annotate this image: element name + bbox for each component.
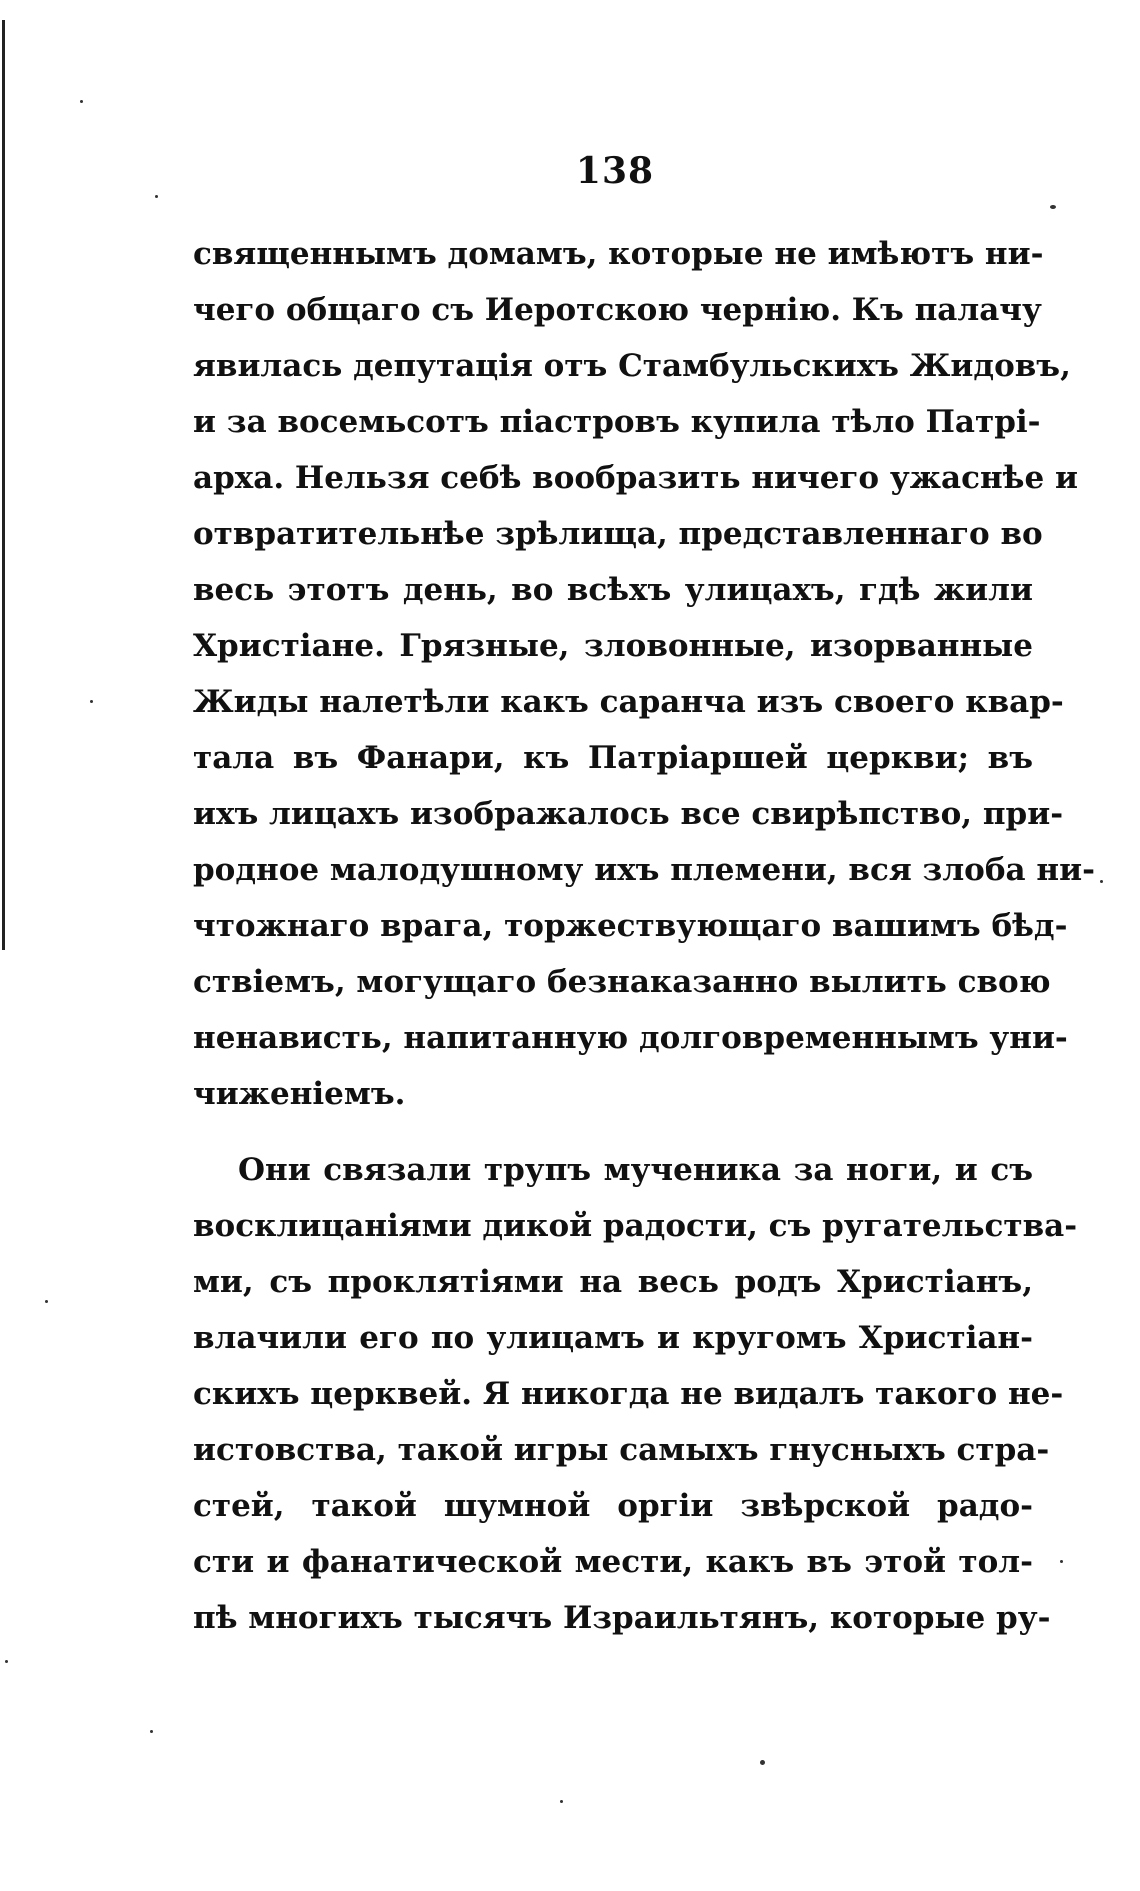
text-line: чтожнаго врага, торжествующаго вашимъ бѣд- [193,908,1068,944]
scan-speck [1050,205,1056,209]
text-line: родное малодушному ихъ племени, вся злоба ни- [193,852,1095,888]
page-number: 138 [575,150,655,192]
text-line: и за восемьсотъ піастровъ купила тѣло Патрі- [193,404,1041,440]
text-line: явилась депутація отъ Стамбульскихъ Жидовъ, [193,348,1071,384]
scan-speck [150,1730,153,1733]
scan-speck [1060,1560,1063,1563]
paragraph-1 [193,226,1095,1122]
text-line: скихъ церквей. Я никогда не видалъ такого не- [193,1376,1064,1412]
text-line: ми, съ проклятіями на весь родъ Христіанъ, [193,1264,1033,1300]
scan-speck [80,100,83,103]
text-line: стей, такой шумной оргіи звѣрской радо- [193,1488,1033,1524]
scan-speck [1100,880,1103,883]
paragraph-gap [193,1122,1033,1142]
text-line: весь этотъ день, во всѣхъ улицахъ, гдѣ жили [193,572,1033,608]
text-line: Христіане. Грязные, зловонные, изорванные [193,628,1033,664]
text-line: арха. Нельзя себѣ вообразить ничего ужаснѣе и [193,460,1078,496]
scan-speck [45,1300,48,1303]
text-line: пѣ многихъ тысячъ Израильтянъ, которые ру- [193,1600,1051,1636]
scan-speck [90,700,93,703]
text-line: Они связали трупъ мученика за ноги, и съ [238,1152,1033,1188]
text-line: истовства, такой игры самыхъ гнусныхъ стра- [193,1432,1050,1468]
scan-speck [760,1760,765,1765]
paragraph-2 [193,1142,1078,1646]
text-line: влачили его по улицамъ и кругомъ Христіан- [193,1320,1033,1356]
scan-speck [5,1660,8,1663]
text-line: восклицаніями дикой радости, съ ругательства- [193,1208,1078,1244]
body-text [193,226,1095,1646]
text-line: тала въ Фанари, къ Патріаршей церкви; въ [193,740,1033,776]
scan-speck [560,1800,563,1803]
text-line: ствіемъ, могущаго безнаказанно вылить свою [193,964,1051,1000]
text-line: чего общаго съ Иеротскою чернію. Къ палачу [193,292,1042,328]
text-line: отвратительнѣе зрѣлища, представленнаго во [193,516,1043,552]
text-line: ихъ лицахъ изображалось все свирѣпство, при- [193,796,1064,832]
text-line: священнымъ домамъ, которые не имѣютъ ни- [193,236,1044,272]
text-line: ненависть, напитанную долговременнымъ уни- [193,1020,1068,1056]
scan-speck [155,195,158,198]
text-line: Жиды налетѣли какъ саранча изъ своего квар- [193,684,1064,720]
text-line: сти и фанатической мести, какъ въ этой тол- [193,1544,1033,1580]
text-line: чиженіемъ. [193,1076,406,1112]
